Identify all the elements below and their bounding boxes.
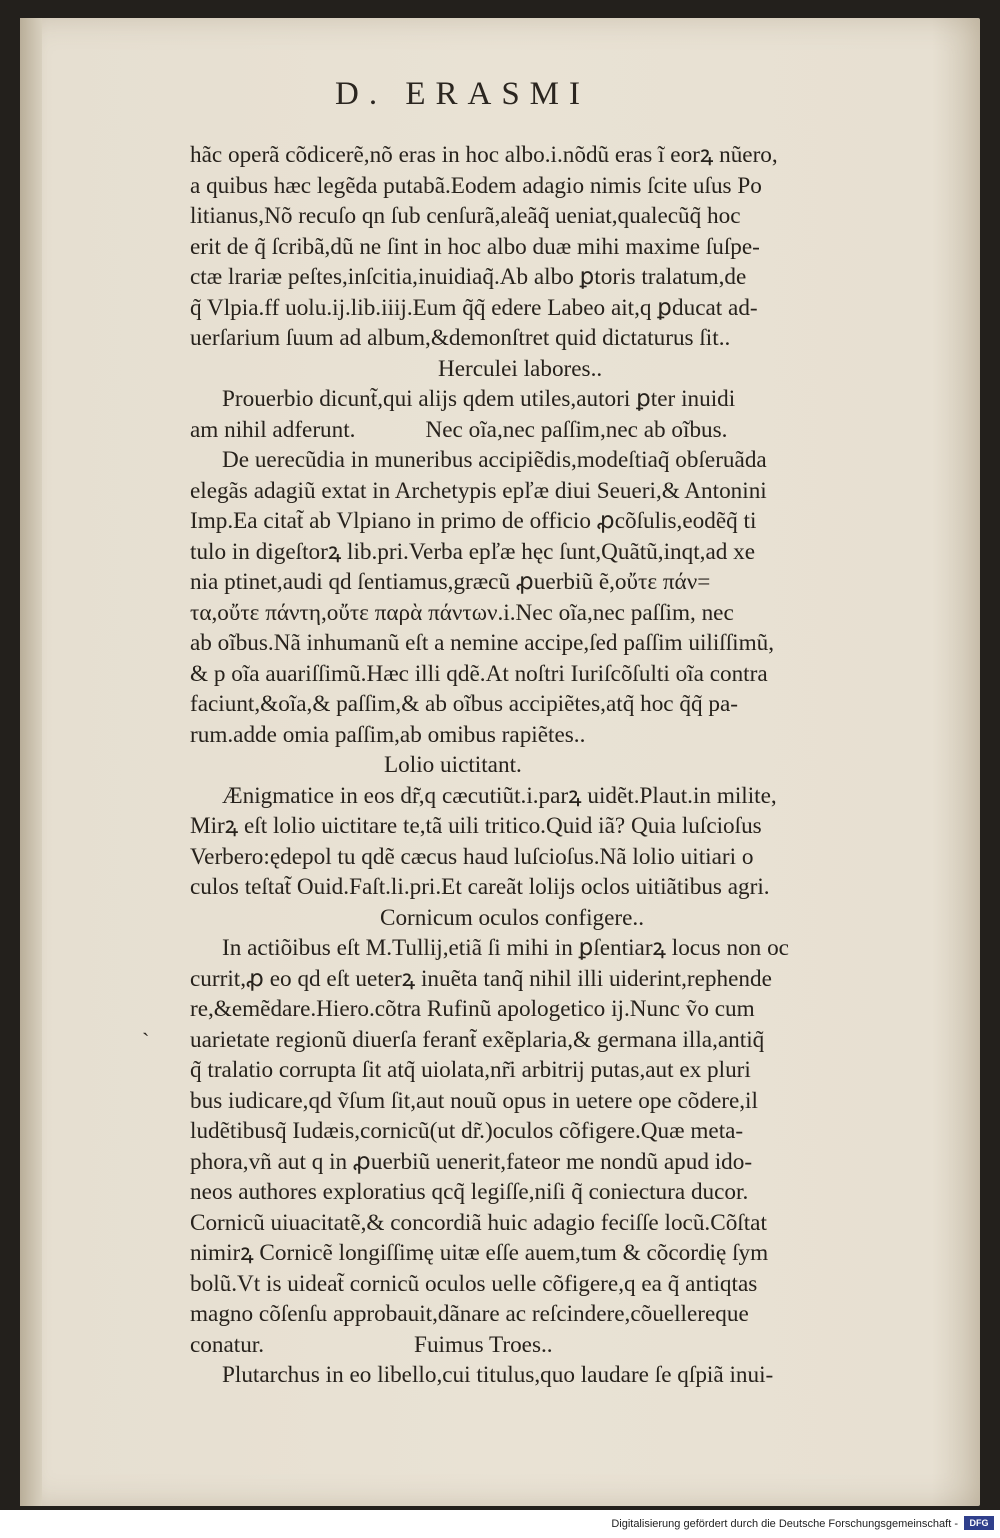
text-fragment: conatur. [190, 1331, 265, 1358]
text-line: Ænigmatice in eos dr̃,q cæcutiũt.i.parꝝ uidẽt.Plaut.in milite, [222, 782, 777, 809]
text-line: litianus,Nõ recuſo qn ſub cenſurã,aleãq̃ ueniat,qualecũq̃ hoc [190, 203, 741, 229]
text-line: Imp.Ea citat̃ ab Vlpiano in primo de officio ꝓcõſulis,eodẽq̃ ti [190, 508, 757, 534]
running-head: D. ERASMI [335, 76, 591, 112]
text-line: phora,vñ aut q in ꝓuerbiũ uenerit,fateor me nondũ apud ido- [190, 1148, 753, 1175]
text-line: Plutarchus in eo libello,cui titulus,quo laudare ſe qſpiã inui- [222, 1362, 774, 1388]
text-line: faciunt,&oĩa,& paſſim,& ab oĩbus accipiẽtes,atq̃ hoc q̃q̃ pa- [190, 691, 738, 717]
inline-heading: Fuimus Troes.. [414, 1331, 553, 1358]
text-line: erit de q̃ ſcribã,dũ ne ſint in hoc albo duæ mihi maxime ſuſpe- [190, 233, 760, 260]
text-line: ludẽtibusq̃ Iudæis,cornicũ(ut dr̃.)oculos cõfigere.Quæ meta- [190, 1118, 744, 1144]
text-line-with-heading [190, 1330, 940, 1361]
text-line: hãc operã cõdicerẽ,nõ eras in hoc albo.i.nõdũ eras ĩ eorꝝ nũero, [190, 142, 778, 168]
text-line: a quibus hæc legẽda putabã.Eodem adagio nimis ſcite uſus Po [190, 172, 762, 199]
text-line: magno cõſenſu approbauit,dãnare ac reſcindere,cõuellereque [190, 1301, 749, 1327]
text-line: rum.adde omia paſſim,ab omibus rapiẽtes.. [190, 721, 586, 748]
section-heading: Cornicum oculos configere.. [380, 904, 645, 931]
text-fragment: am nihil adferunt. [190, 416, 356, 443]
section-heading: Lolio uictitant. [384, 752, 522, 778]
text-line: nimirꝝ Cornicẽ longiſſimę uitæ eſſe auem,tum & cõcordię ſym [190, 1240, 769, 1266]
text-line: uarietate regionũ diuerſa ferant̃ exẽplaria,& germana illa,antiq̃ [190, 1026, 765, 1053]
text-line: re,&emẽdare.Hiero.cõtra Rufinũ apologetico ij.Nunc ṽo cum [190, 996, 755, 1022]
text-line: In actiõibus eſt M.Tullij,etiã ſi mihi in ꝑſentiarꝝ locus non oc [222, 935, 789, 961]
inline-heading: Nec oĩa,nec paſſim,nec ab oĩbus. [425, 416, 728, 443]
text-line: nia ptinet,audi qd ſentiamus,græcũ ꝓuerbiũ ẽ,οὔτε πάν= [190, 569, 711, 595]
text-line: elegãs adagiũ extat in Archetypis epľæ diui Seueri,& Antonini [190, 477, 767, 504]
text-line: ab oĩbus.Nã inhumanũ eſt a nemine accipe,ſed paſſim uiliſſimũ, [190, 630, 775, 656]
page-gutter-edge [20, 18, 42, 1506]
text-line-greek: τα,οὔτε πάντη,οὔτε παρὰ πάντων.i.Nec oĩa,nec paſſim, nec [190, 599, 734, 626]
section-heading: Herculei labores.. [438, 355, 603, 382]
text-line: Verbero:ędepol tu qdẽ cæcus haud luſcioſus.Nã lolio uitiari o [190, 843, 754, 870]
text-block [190, 140, 940, 1391]
marginal-mark: ˋ [142, 1028, 150, 1053]
text-line-with-heading [190, 415, 940, 446]
text-line: ctæ lrariæ peſtes,inſcitia,inuidiaq̃.Ab albo ꝑtoris tralatum,de [190, 264, 747, 290]
text-line: bolũ.Vt is uideat̃ cornicũ oculos uelle cõfigere,q ea q̃ antiqtas [190, 1270, 758, 1297]
footer-credit: Digitalisierung gefördert durch die Deutsche Forschungsgemeinschaft - [611, 1518, 958, 1530]
text-line: q̃ tralatio corrupta ſit atq̃ uiolata,nr̃i arbitrij putas,aut ex pluri [190, 1057, 751, 1083]
text-line: Cornicũ uiuacitatẽ,& concordiã huic adagio feciſſe locũ.Cõſtat [190, 1209, 767, 1236]
text-line: Prouerbio dicunt̃,qui alijs qdem utiles,autori ꝑter inuidi [222, 386, 736, 412]
text-line: culos teſtat̃ Ouid.Faſt.li.pri.Et careãt lolijs oclos uitiãtibus agri. [190, 874, 770, 900]
text-line: q̃ Vlpia.ff uolu.ij.lib.iiij.Eum q̃q̃ edere Labeo ait,q ꝑducat ad- [190, 294, 758, 321]
text-line: De uerecũdia in muneribus accipiẽdis,modeſtiaq̃ obſeruãda [222, 447, 767, 473]
text-line: neos authores exploratius qcq̃ legiſſe,niſi q̃ coniectura ducor. [190, 1179, 749, 1205]
text-line: tulo in digeſtorꝝ lib.pri.Verba epľæ hęc ſunt,Quãtũ,inqt,ad xe [190, 538, 756, 565]
text-line: Mirꝝ eſt lolio uictitare te,tã uili tritico.Quid iã? Quia luſcioſus [190, 813, 762, 839]
text-line: bus iudicare,qd ṽſum ſit,aut nouũ opus in uetere ope cõdere,il [190, 1087, 758, 1114]
text-line: currit,ꝓ eo qd eſt ueterꝝ inuẽta tanq̃ nihil illi uiderint,rephende [190, 965, 772, 992]
dfg-logo: DFG [964, 1516, 994, 1530]
text-line: & p oĩa auariſſimũ.Hæc illi qdẽ.At noſtri Iuriſcõſulti oĩa contra [190, 660, 768, 687]
text-line: uerſarium ſuum ad album,&demonſtret quid dictaturus ſit.. [190, 325, 731, 351]
